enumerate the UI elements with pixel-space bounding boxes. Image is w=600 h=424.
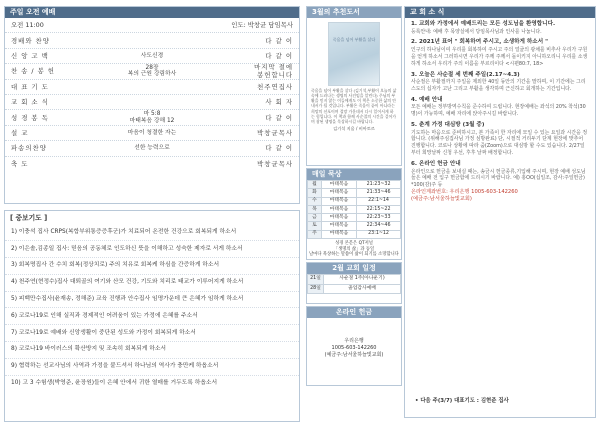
worship-item-leader: 천주연집사	[257, 82, 293, 91]
bible-row	[308, 205, 401, 213]
worship-rows	[5, 18, 299, 172]
bible-row	[308, 189, 401, 197]
worship-row	[5, 141, 299, 156]
news-item-title: 4. 예배 안내	[411, 96, 443, 103]
book-cover-image	[328, 22, 380, 86]
worship-item-leader: 다 같 이	[265, 51, 293, 60]
news-item-title: 5. 춘계 가정 대심방 (3월 중)	[411, 122, 485, 128]
bible-book: 마태복음	[322, 205, 357, 213]
prayer-item: 2) 이은솔,김종일 집사: 믿음의 공동체로 인도하신 뜻을 이해하고 성숙한 제자로 서게 하소서	[5, 241, 299, 258]
book-title: 3월의 추천도서	[307, 7, 401, 18]
worship-item-name: 성 경 봉 독	[11, 113, 49, 122]
worship-item-leader: 다 같 이	[265, 36, 293, 45]
bible-day: 주	[308, 230, 322, 238]
next-week-prayer: • 다음 주(3/7) 대표기도 : 김현준 집사	[415, 398, 509, 405]
worship-item-name: 신 앙 고 백	[11, 51, 49, 60]
worship-row	[5, 18, 299, 33]
news-item-body: 사순절은 부활절까지 주일을 제외한 40일 동안의 기간을 말하며, 이 기간에는 그리스도의 십자가 고난 그리고 부활을 생각하며 근신하고 회개하는 기간입니다.	[411, 79, 586, 92]
news-item	[405, 69, 595, 94]
worship-item-leader: 다 같 이	[265, 144, 293, 153]
bible-row	[308, 197, 401, 205]
worship-row	[5, 33, 299, 48]
schedule-row	[308, 284, 401, 294]
bible-book: 마태복음	[322, 197, 357, 205]
schedule-date: 28일	[308, 284, 324, 294]
bible-day: 화	[308, 189, 322, 197]
worship-row	[5, 49, 299, 64]
prayer-item: 9) 협력하는 선교사님의 사역과 가정을 붙드셔서 하나님의 역사가 충만케 하옵소서	[5, 359, 299, 376]
worship-item-name: 축 도	[11, 160, 29, 169]
worship-row	[5, 126, 299, 141]
bible-day: 금	[308, 214, 322, 222]
worship-item-detail: 마 5:8 마태복음 강해 12	[129, 111, 175, 124]
worship-item-name: 오전 11:00	[11, 21, 44, 30]
schedule-row	[308, 275, 401, 285]
news-item-note: (예금주:남서울하늘빛교회)	[411, 195, 472, 202]
prayer-item: 8) 코로나19 바이러스의 확산방지 및 조속히 회복되게 하소서	[5, 342, 299, 359]
online-giving-box	[306, 306, 402, 386]
schedule-box	[306, 262, 402, 304]
worship-item-leader: 박창균목사	[257, 160, 293, 169]
giving-number: 1005-603-142260	[331, 345, 377, 351]
worship-row	[5, 95, 299, 110]
worship-row	[5, 110, 299, 125]
schedule-title: 2월 교회 일정	[307, 263, 401, 274]
worship-item-name: 교 회 소 식	[11, 98, 49, 107]
prayer-item: 3) 회복명집사 간 수치 회복(정상치로) 주의 치유로 회복케 하심을 간증하게 하소서	[5, 258, 299, 275]
schedule-date: 21일	[308, 275, 324, 285]
news-item-title: 2. 2021년 표어 " 회복하여 주시고, 소생하게 하소서 "	[411, 39, 548, 46]
news-item-highlight: 온라인계좌번호: 우리은행 1005-603-142260	[411, 188, 518, 195]
recommended-book-box	[306, 6, 402, 166]
bible-reference: 22:15~22	[357, 205, 401, 213]
bible-foot-line-1: 성경 본문은 QT저널	[335, 241, 373, 247]
bible-reference: 22:1~14	[357, 197, 401, 205]
worship-row	[5, 80, 299, 95]
giving-holder: (예금주:남서울하늘빛교회)	[324, 352, 384, 358]
bible-book: 마태복음	[322, 222, 357, 230]
bible-row	[308, 230, 401, 238]
bible-foot-line-3: 날마다 묵상하는 말씀이 삶이 되기를 소망합니다	[309, 252, 399, 258]
left-column	[4, 6, 300, 387]
worship-item-detail: 사도신경	[140, 52, 164, 59]
worship-item-leader: 박창균목사	[257, 128, 293, 137]
bible-foot-line-2: 「생명의 삶」과 동일	[333, 246, 375, 252]
bible-book: 마태복음	[322, 214, 357, 222]
bible-day: 토	[308, 222, 322, 230]
worship-item-name: 대 표 기 도	[11, 82, 49, 91]
prayer-item: 10) 고 3 수험생(박영준, 윤장원)들이 은혜 안에서 귀한 열매를 거두도록 하옵소서	[11, 380, 218, 387]
news-item-body: 모든 예배는 정부방역수칙을 준수하여 드립니다. 현장예배는 좌석의 20% 착석(30명)이 가능하며, 예배 자리에 앉아주시길 바랍니다.	[411, 104, 586, 118]
prayer-list	[5, 224, 299, 392]
bible-reference: 22:23~33	[357, 214, 401, 222]
news-list	[405, 18, 595, 204]
worship-item-name: 설 교	[11, 128, 29, 137]
giving-bank: 우리은행	[344, 338, 364, 344]
schedule-event: 사순절 1주(아나운기)	[324, 275, 401, 285]
worship-item-detail: 선한 능력으로	[134, 145, 170, 152]
bible-reference: 21:33~46	[357, 189, 401, 197]
bible-row	[308, 181, 401, 189]
news-item	[405, 158, 595, 204]
news-item-title: 6. 온라인 헌금 안내	[411, 160, 461, 167]
book-author: 김기석 지음 / 비아토르	[333, 126, 375, 132]
news-item-title: 3. 오늘은 사순절 세 번째 주일(2.17~4.3)	[411, 71, 520, 78]
book-cover-text: 죽음을 넘어 부활을 살다	[332, 37, 376, 42]
worship-item-name: 파송의찬양	[11, 144, 47, 153]
worship-item-leader: 인도: 박창균 담임목사	[231, 21, 293, 30]
news-item-body: 인구의 하나님이여 우리를 회복하여 주시고 주의 얼굴의 광채를 비추사 우리가 구원을 얻게 하소서 그러하시면 우리가 주께 주께서 돌이키지 아니하오리니 우리를 소생하게 하소서 우리가 주의 이름을 부르리이다 <시편80:7, 18>	[411, 47, 588, 67]
bible-reference: 23:1~12	[357, 230, 401, 238]
worship-item-detail: 28장 복의 근원 강림하사	[127, 64, 177, 78]
bible-reference: 22:34~46	[357, 222, 401, 230]
book-description: 죽음을 넘어 부활을 살다 (김기석,부활이 오늘의 삶 속에 드러나는 생명의 사건임을 알린다) 주님의 부활을 믿지 않는 이들에게도 이 책은 소중한 삶의 안내서가 될 것입니다. 부활은 죽음이 끝이 아니라는 희망의 선포이며 절망 가운데서 다시 일어서게 하는 힘입니다. 이 책과 함께 사순절의 시간을 걸어가며 참된 생명을 묵상하시길 바랍니다.	[311, 88, 397, 124]
bible-day: 수	[308, 197, 322, 205]
schedule-table	[307, 274, 401, 294]
worship-item-leader: 다 같 이	[265, 113, 293, 122]
bible-day: 월	[308, 181, 322, 189]
prayer-title: [ 중보기도 ]	[10, 214, 48, 222]
worship-item-name: 경배와 찬양	[11, 36, 50, 45]
news-title: 교 회 소 식	[405, 7, 595, 18]
bible-day: 목	[308, 205, 322, 213]
worship-row	[5, 157, 299, 172]
news-item-body: 등록안내: 예배 후 목양실에서 당임목사님과 인사를 나눕니다.	[411, 28, 542, 35]
prayer-item: 1) 이충석 집사 CRPS(복합부위통증증후군)가 치료되어 온전한 건강으로 회복되게 하소서	[5, 224, 299, 241]
news-item-title: 1. 교회와 가정에서 예배드리는 모든 성도님을 환영합니다.	[411, 21, 556, 27]
prayer-box	[4, 210, 300, 422]
bible-table	[307, 180, 401, 239]
prayer-item: 6) 코로나19로 인해 실직과 경제적인 어려움이 있는 가정에 은혜를 주소서	[5, 308, 299, 325]
giving-title: 온라인 헌금	[307, 307, 401, 318]
bible-reference: 21:23~32	[357, 181, 401, 189]
right-column	[404, 6, 596, 418]
worship-item-detail: 마음이 청결한 자는	[127, 129, 177, 136]
worship-item-leader: 마지막 절에 봉헌합니다	[254, 63, 293, 80]
church-news-box	[404, 6, 596, 418]
news-item	[405, 18, 595, 36]
worship-item-name: 찬 송 / 봉 헌	[11, 67, 55, 76]
bible-footer	[307, 239, 401, 258]
news-item	[405, 36, 595, 68]
worship-item-leader: 사 회 자	[265, 98, 293, 107]
bible-row	[308, 214, 401, 222]
news-item-body: 온라인으로 헌금을 보내실 때는, 송금시 헌금종류,기입해 주시며, 현장 예배 성도님들은 예배 전 입구 헌금함에 드리시기 바랍니다. 예) 홍OO(십일조, 감사:주일헌금) *100(감)주 등	[411, 168, 586, 189]
worship-row	[5, 64, 299, 79]
middle-column	[306, 6, 402, 386]
daily-bible-box	[306, 168, 402, 260]
bible-book: 마태복음	[322, 230, 357, 238]
schedule-event: 졸업감사예배	[324, 284, 401, 294]
bible-book: 마태복음	[322, 181, 357, 189]
prayer-item: 4) 천주연(현정수)집사 대퇴골의 여기와 산모 건강, 기도와 치리로 태교가 이루어지게 하소서	[5, 275, 299, 292]
giving-account	[307, 318, 401, 359]
news-item-body: 기도하는 마음으로 준비하시고, 본 가족이 한 자리에 모일 수 있는 요일과 시간을 정합니다. (위해주심집사님 가정 심방완료) 단, 시절적 거리두기 단계 현장에 맞추어 진행합니다. 코로나 상황에 따라 줌(Zoom)으로 대심방 할 수도 있습니다. 2/27일부터 희망날짜 신청 우선, 후후 날짜 배정합니다.	[411, 129, 588, 157]
bible-book: 마태복음	[322, 189, 357, 197]
prayer-item: 7) 코로나19로 예배와 신앙생활이 중단된 성도와 가정이 회복되게 하소서	[5, 325, 299, 342]
worship-title: 주일 오전 예배	[5, 7, 299, 18]
prayer-item: 5) 피백만수집사(윤재송, 정해준) 교육 진행과 안수집사 임명가운데 큰 은혜가 임하게 하소서	[5, 292, 299, 309]
worship-order-box	[4, 6, 300, 204]
news-item	[405, 119, 595, 158]
bible-row	[308, 222, 401, 230]
news-item	[405, 94, 595, 119]
bible-title: 매일 묵상	[307, 169, 401, 180]
